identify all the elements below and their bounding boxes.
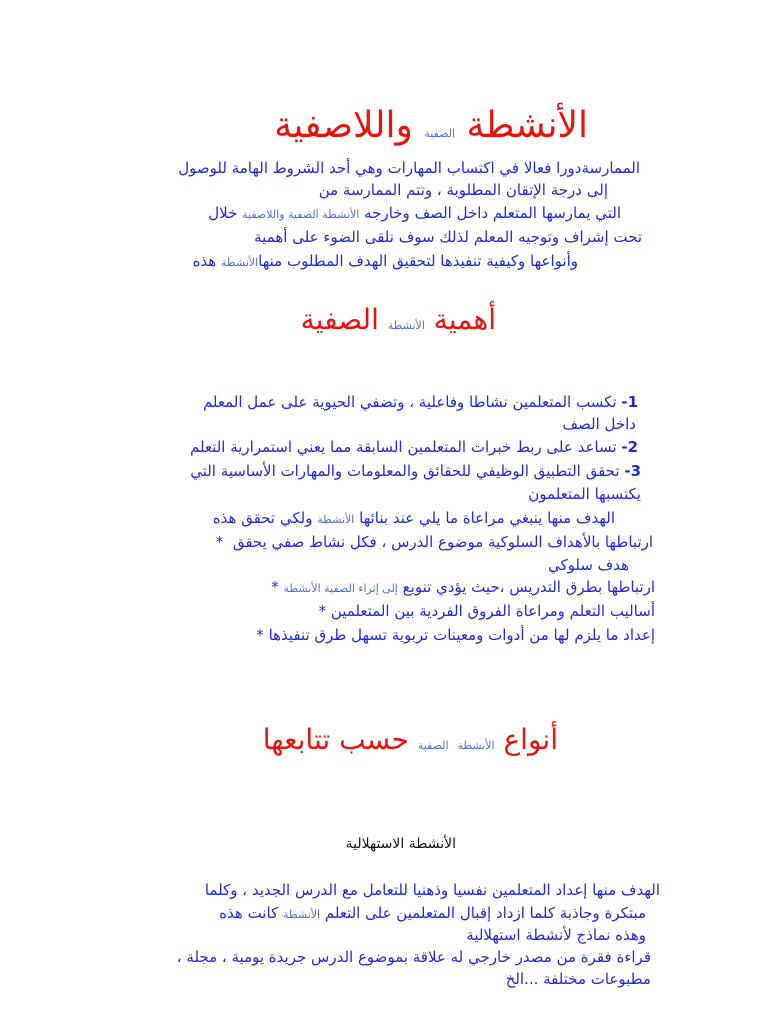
intro-activities-line-4: قراءة فقرة من مصدر خارجي له علاقة بموضوع الدرس جريدة يومية ، مجلة ، bbox=[176, 948, 651, 966]
intro-activities-line-3: وهذه نماذج لأنشطة استهلالية bbox=[466, 926, 646, 944]
main-title bbox=[274, 104, 588, 156]
importance-item-3: 3- تحقق التطبيق الوظيفي للحقائق والمعلومات والمهارات الأساسية التي bbox=[190, 462, 641, 480]
importance-item-1-cont: داخل الصف bbox=[562, 415, 636, 433]
intro-activities-line-1: الهدف منها إعداد المتعلمين نفسيا وذهنيا للتعامل مع الدرس الجديد ، وكلما bbox=[204, 881, 660, 899]
intro-line-1: الممارسةدورا فعالا في اكتساب المهارات وهي أحد الشروط الهامة للوصول bbox=[178, 159, 640, 177]
intro-line-3: التي يمارسها المتعلم داخل الصف وخارجه الأنشطة الصفية واللاصفية خلال bbox=[208, 204, 621, 222]
importance-item-1: 1- تكسب المتعلمين نشاطا وفاعلية ، وتضفي الحيوية على عمل المعلم bbox=[202, 393, 638, 411]
types-heading: أنواع الأنشطة الصفية حسب تتابعها bbox=[262, 723, 558, 756]
condition-item-2: ارتباطها بطرق التدريس ،حيث يؤدي تنويع إلى إثراء الصفية الأنشطة * bbox=[271, 578, 655, 596]
title-small-classroom: الصفية bbox=[424, 127, 456, 140]
importance-item-3-cont: يكتسبها المتعلمون bbox=[528, 485, 641, 503]
condition-item-1: ارتباطها بالأهداف السلوكية موضوع الدرس ، فكل نشاط صفي يحقق * bbox=[215, 533, 653, 551]
intro-activities-title: الأنشطة الاستهلالية bbox=[345, 836, 456, 852]
intro-line-5: وأنواعها وكيفية تنفيذها لتحقيق الهدف المطلوب منهاالأنشطة هذه bbox=[192, 252, 578, 270]
condition-item-4: إعداد ما يلزم لها من أدوات ومعينات تربوية تسهل طرق تنفيذها * bbox=[256, 626, 655, 644]
intro-line-4: تحت إشراف وتوجيه المعلم لذلك سوف نلقى الضوء على أهمية bbox=[254, 228, 642, 246]
importance-item-2: 2- تساعد على ربط خبرات المتعلمين السابقة مما يعني استمرارية التعلم bbox=[189, 438, 638, 456]
title-word-extracurricular: واللاصفية bbox=[274, 105, 413, 146]
condition-item-3: أساليب التعلم ومراعاة الفروق الفردية بين المتعلمين * bbox=[318, 602, 655, 620]
title-word-activities: الأنشطة bbox=[466, 105, 588, 146]
intro-line-2: إلى درجة الإتقان المطلوبة ، وتتم الممارسة من bbox=[318, 181, 608, 199]
condition-item-1-cont: هدف سلوكي bbox=[547, 556, 629, 574]
importance-heading: أهمية الأنشطة الصفية bbox=[300, 303, 496, 336]
conditions-intro: الهدف منها ينبغي مراعاة ما يلي عند بنائها الأنشطة ولكي تحقق هذه bbox=[212, 509, 615, 527]
intro-activities-line-5: مطبوعات مختلفة ...الخ bbox=[505, 970, 651, 988]
intro-activities-line-2: مبتكرة وجاذبة كلما ازداد إقبال المتعلمين على التعلم الأنشطة كانت هذه bbox=[219, 904, 646, 922]
